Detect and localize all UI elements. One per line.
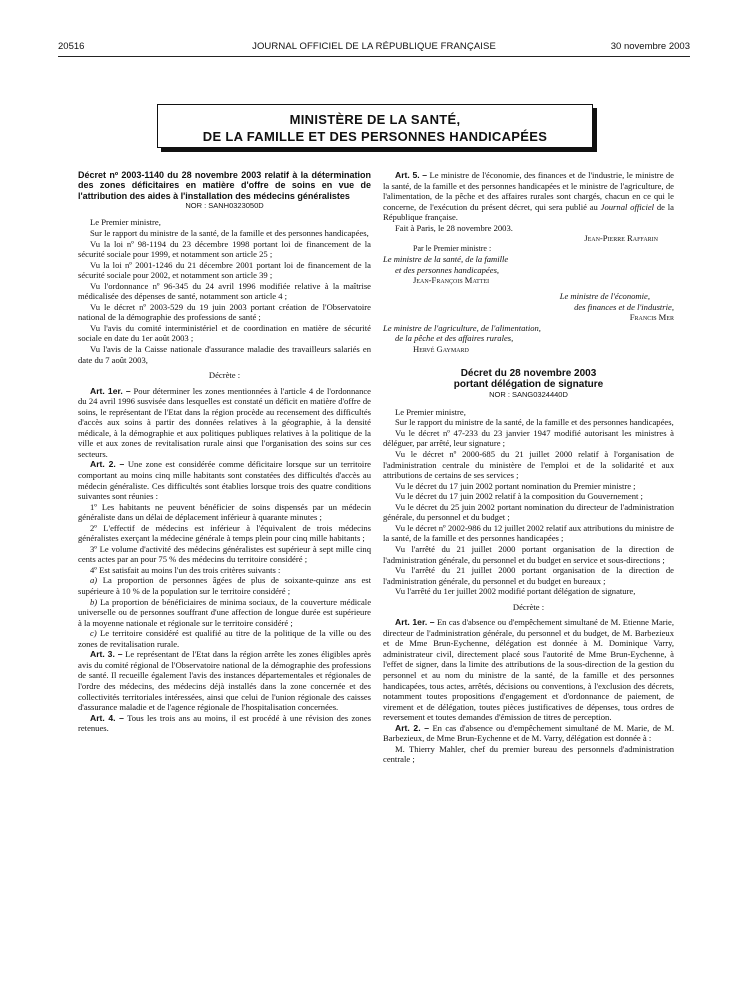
journal-title: JOURNAL OFFICIEL DE LA RÉPUBLIQUE FRANÇAISE — [252, 41, 496, 52]
article-label: Art. 2. – — [395, 722, 430, 733]
running-header — [58, 41, 690, 57]
subitem-text: La proportion de personnes âgées de plus de soixante-quinze ans est supérieure à 10 % de la population sur le territoire considéré ; — [78, 575, 371, 597]
subitem-letter: c) — [90, 628, 97, 639]
ministry-heading-line1: MINISTÈRE DE LA SANTÉ, — [289, 112, 461, 127]
decree2-visa: Sur le rapport du ministre de la santé, de la famille et des personnes handicapées, — [395, 417, 674, 428]
ministry-heading-box — [157, 104, 593, 148]
right-column — [383, 170, 674, 765]
decree1-article-1 — [78, 386, 371, 460]
signatory-role: des finances et de l'industrie, — [574, 301, 674, 312]
decree1-article-2-item: 1º Les habitants ne peuvent bénéficier de soins dispensés par un médecin généraliste dans un délai de déplacement inférieur à quarante minutes ; — [78, 501, 371, 523]
decree1-decrete: Décrète : — [208, 370, 241, 381]
page-number: 20516 — [58, 41, 85, 52]
decree1-title: Décret nº 2003-1140 du 28 novembre 2003 relatif à la détermination des zones déficitaires en matière d'offre de soins en vue de l'attribution des aides à l'installation des médecins généralistes — [78, 170, 371, 201]
article-label: Art. 4. – — [90, 712, 124, 723]
article-text: Pour déterminer les zones mentionnées à l'article 4 de l'ordonnance du 24 avril 1996 susvisée dans lesquelles est constaté un déficit en matière d'offre de soins, le représentant de l'Etat dans la région procède au recensement des difficultés d'accès aux soins à partir des données relatives à la géographie, à la densité médicale, à la démographie et aux politiques publiques relatives à la politique de la ville et aux zones de revitalisation rurale ainsi que l'organisation des soins sur ces secteurs. — [78, 385, 371, 459]
signatory-role: de la pêche et des affaires rurales, — [395, 333, 514, 344]
decree2-article-2 — [383, 723, 674, 744]
signatory-prime-minister: Jean-Pierre Raffarin — [584, 233, 658, 244]
decree2-visa: Vu le décret du 17 juin 2002 portant nomination du Premier ministre ; — [395, 480, 636, 491]
decree1-article-2-subitem — [78, 575, 371, 596]
subitem-text: La proportion de bénéficiaires de minima sociaux, de la couverture médicale universelle ou de personnes souffrant d'une affection de longue durée est supérieure à la moyenne nationale et régionale sur le territoire considéré ; — [78, 596, 372, 628]
decree1-article-2-item: 2º L'effectif de médecins est inférieur à l'équivalent de trois médecins généralistes exerçant la médecine générale à temps plein pour cinq mille habitants ; — [78, 522, 371, 544]
subitem-letter: a) — [90, 575, 98, 586]
decree1-visa: Vu la loi nº 98-1194 du 23 décembre 1998 portant loi de financement de la sécurité sociale pour 1999, et notamment son article 25 ; — [78, 238, 371, 260]
decree2-visa: Vu l'arrêté du 21 juillet 2000 portant organisation de la direction de l'administration générale, du personnel et du budget en service et sous-directions ; — [383, 543, 674, 565]
article-text: En cas d'absence ou d'empêchement simultané de M. Etienne Marie, directeur de l'administration générale, du personnel et du budget, de M. Barbezieux et de Mme Brun-Eychenne, délégation est donnée à M. Dominique Varry, administrateur civil, directement placé sous l'autorité de Mme Brun-Eychenne, à l'effet de signer, dans la limite des attributions de la sous-direction de la gestion du personnel et au nom du ministre de la santé, de la famille et des personnes handicapées, tous actes, arrêtés, décisions ou conventions, à l'exclusion des décrets, notamment toutes propositions d'engagement et d'ordonnance de paiement, de virement et de délégation, toutes pièces justificatives de dépenses, tous ordres de reversement et toutes demandes d'émission de titres de perception. — [383, 617, 675, 723]
article-text: Le ministre de l'économie, des finances et de l'industrie, le ministre de la santé, de la famille et des personnes handicapées et le ministre de l'agriculture, de l'alimentation, de la pêche et des affaires rurales sont chargés, chacun en ce qui le concerne, de l'exécution du présent décret, qui sera publié au — [383, 170, 674, 212]
decree1-article-2-item: 4º Est satisfait au moins l'un des trois critères suivants : — [90, 564, 281, 575]
decree2-visa: Vu l'arrêté du 1er juillet 2002 modifié portant délégation de signature, — [395, 586, 636, 597]
decree2-visa: Le Premier ministre, — [395, 406, 466, 417]
par-premier-ministre: Par le Premier ministre : — [413, 243, 492, 253]
decree1-article-2-subitem — [78, 597, 371, 629]
decree1-visa: Vu le décret nº 2003-529 du 19 juin 2003 portant création de l'Observatoire national de la démographie des professions de santé ; — [78, 301, 371, 323]
article-label: Art. 1er. – — [395, 617, 435, 628]
article-text: de la République française. — [383, 201, 674, 223]
issue-date: 30 novembre 2003 — [610, 41, 690, 52]
decree2-decrete: Décrète : — [512, 601, 545, 612]
article-label: Art. 2. – — [90, 459, 125, 470]
decree2-visa: Vu le décret nº 2002-986 du 12 juillet 2002 relatif aux attributions du ministre de la santé, de la famille et des personnes handicapées ; — [383, 522, 674, 544]
decree1-article-2-subitem — [78, 628, 371, 649]
article-text: Une zone est considérée comme déficitaire lorsque sur un territoire comportant au moins cinq mille habitants sont constatées des difficultés d'accès au médecin généraliste. Ces difficultés sont établies lorsque trois des quatre conditions suivantes sont réunies : — [78, 459, 371, 502]
article-text: Le représentant de l'Etat dans la région arrête les zones éligibles après avis du comité régional de l'Observatoire national de la démographie des professions de santé. Il recueille également l'avis des instances départementales et régionales de l'ordre des médecins, des médecins déjà installés dans la zone concernée et des collectivités territoriales intéressées, ainsi que celui de l'union régionale des caisses d'assurance maladie et de l'agence régionale de l'hospitalisation concernées. — [78, 649, 371, 713]
decree2-article-1 — [383, 617, 674, 722]
decree2-visa: Vu le décret nº 2000-685 du 21 juillet 2000 relatif à l'organisation de l'administration centrale du ministère de l'emploi et de la solidarité et aux attributions de certains de ses services ; — [383, 449, 674, 481]
article-label: Art. 5. – — [395, 170, 428, 180]
article-text: En cas d'absence ou d'empêchement simultané de M. Marie, de M. Barbezieux, de Mme Brun-Eychenne et de M. Varry, délégation est donnée à : — [383, 722, 674, 744]
signatory-role: Le ministre de l'agriculture, de l'alimentation, — [383, 322, 541, 333]
article-label: Art. 3. – — [90, 649, 123, 660]
signatory-role: Le ministre de la santé, de la famille — [383, 254, 509, 265]
decree2-visa: Vu le décret nº 47-233 du 23 janvier 1947 modifié autorisant les ministres à déléguer, par arrêté, leur signature ; — [383, 427, 674, 449]
decree1-visa: Vu la loi nº 2001-1246 du 21 décembre 2001 portant loi de financement de la sécurité sociale pour 2002, et notamment son article 39 ; — [78, 259, 371, 281]
header-rule — [58, 56, 690, 57]
decree2-nor: NOR : SANG0324440D — [489, 390, 568, 400]
subitem-text: Le territoire considéré est qualifié au titre de la politique de la ville ou des zones de revitalisation rurale. — [78, 628, 371, 649]
decree2-visa: Vu le décret du 17 juin 2002 relatif à la composition du Gouvernement ; — [395, 491, 643, 502]
article-text: Tous les trois ans au moins, il est procédé à une révision des zones retenues. — [78, 712, 372, 734]
decree1-visa: Vu l'avis du comité interministériel et de coordination en matière de sécurité sociale en date du 1er août 2003 ; — [78, 322, 371, 344]
signatory-role: et des personnes handicapées, — [395, 264, 500, 275]
signatory-name: Francis Mer — [629, 312, 674, 323]
decree1-article-2-item: 3º Le volume d'activité des médecins généralistes est supérieur à sept mille cinq cents actes par an pour 75 % des médecins du territoire considéré ; — [78, 543, 371, 565]
decree1-visa: Sur le rapport du ministre de la santé, de la famille et des personnes handicapées, — [90, 227, 369, 238]
article-label: Art. 1er. – — [90, 385, 131, 396]
left-column — [78, 170, 371, 734]
decree1-nor: NOR : SANH0323050D — [185, 200, 264, 210]
ministry-heading-line2: DE LA FAMILLE ET DES PERSONNES HANDICAPÉES — [202, 129, 548, 144]
decree1-fait: Fait à Paris, le 28 novembre 2003. — [395, 222, 513, 233]
signatory-name: Hervé Gaymard — [413, 343, 469, 354]
decree1-article-4 — [78, 713, 371, 734]
decree1-visa: Vu l'ordonnance nº 96-345 du 24 avril 1996 modifiée relative à la maîtrise médicalisée des dépenses de santé, notamment son article 4 ; — [78, 280, 371, 302]
decree2-visa: Vu l'arrêté du 21 juillet 2000 portant organisation de la direction de l'administration générale, du personnel et du budget en bureaux ; — [383, 565, 674, 586]
journal-reference: Journal officiel — [600, 201, 655, 212]
signatory-role: Le ministre de l'économie, — [559, 291, 650, 302]
decree2-visa: Vu le décret du 25 juin 2002 portant nomination du directeur de l'administration générale, du personnel et du budget ; — [383, 501, 674, 523]
decree1-article-5 — [383, 170, 674, 223]
decree2-subtitle: portant délégation de signature — [453, 379, 604, 391]
decree1-visa: Le Premier ministre, — [90, 217, 161, 228]
decree1-article-2 — [78, 459, 371, 501]
decree1-visa: Vu l'avis de la Caisse nationale d'assurance maladie des travailleurs salariés en date du 7 août 2003, — [78, 344, 371, 365]
decree2-article-2-item: M. Thierry Mahler, chef du premier bureau des personnels d'administration centrale ; — [383, 743, 674, 765]
decree1-article-3 — [78, 649, 371, 712]
decree2-title: Décret du 28 novembre 2003 — [460, 368, 597, 380]
subitem-letter: b) — [90, 596, 98, 607]
signatory-name: Jean-François Mattei — [413, 275, 490, 286]
